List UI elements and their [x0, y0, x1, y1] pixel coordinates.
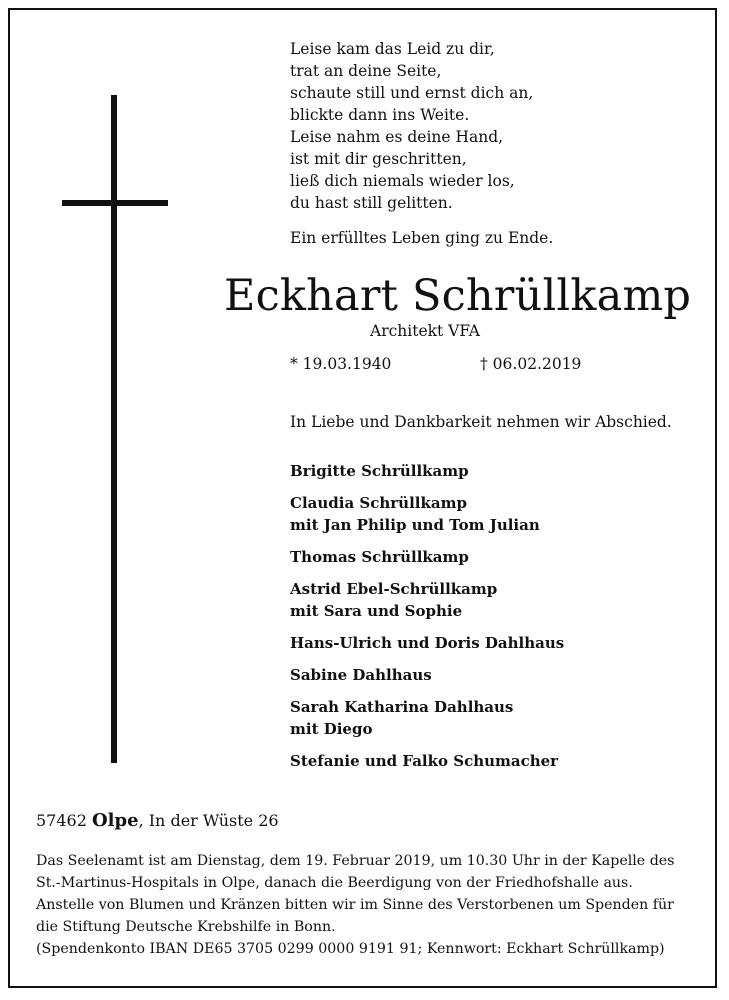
mourner-name: Sarah Katharina Dahlhaus — [290, 698, 514, 716]
poem — [290, 38, 533, 214]
mourner-name: Astrid Ebel-Schrüllkamp — [290, 580, 498, 598]
address — [36, 810, 279, 831]
address-city: Olpe — [92, 810, 139, 831]
mourner-name: Thomas Schrüllkamp — [290, 548, 469, 566]
poem-line: schaute still und ernst dich an, — [290, 84, 534, 102]
subtitle: Ein erfülltes Leben ging zu Ende. — [290, 229, 554, 247]
mourner-name: Sabine Dahlhaus — [290, 666, 432, 684]
notice-line: St.-Martinus-Hospitals in Olpe, danach die Beerdigung von der Friedhofshalle aus. — [36, 875, 633, 891]
mourner-entry — [290, 696, 564, 740]
birth-date: * 19.03.1940 — [290, 355, 392, 373]
cross-horizontal-bar — [62, 200, 168, 206]
profession: Architekt VFA — [370, 322, 480, 340]
mourner-name: Brigitte Schrüllkamp — [290, 462, 469, 480]
poem-line: trat an deine Seite, — [290, 62, 442, 80]
address-zip: 57462 — [36, 811, 87, 830]
mourner-entry — [290, 492, 564, 536]
poem-line: ließ dich niemals wieder los, — [290, 172, 515, 190]
poem-line: Leise kam das Leid zu dir, — [290, 40, 495, 58]
mourner-companions: mit Sara und Sophie — [290, 602, 463, 620]
notice-line: Anstelle von Blumen und Kränzen bitten wir im Sinne des Verstorbenen um Spenden für — [36, 897, 674, 913]
deceased-name: Eckhart Schrüllkamp — [224, 271, 692, 321]
death-date: † 06.02.2019 — [480, 355, 582, 373]
mourner-entry — [290, 750, 564, 772]
mourner-name: Stefanie und Falko Schumacher — [290, 752, 559, 770]
farewell-text: In Liebe und Dankbarkeit nehmen wir Abschied. — [290, 413, 672, 431]
mourner-entry — [290, 546, 564, 568]
mourners-list — [290, 460, 564, 782]
mourner-name: Hans-Ulrich und Doris Dahlhaus — [290, 634, 565, 652]
mourner-entry — [290, 460, 564, 482]
poem-line: blickte dann ins Weite. — [290, 106, 470, 124]
notice-line: die Stiftung Deutsche Krebshilfe in Bonn. — [36, 919, 336, 935]
address-street: , In der Wüste 26 — [138, 811, 279, 830]
poem-line: Leise nahm es deine Hand, — [290, 128, 504, 146]
mourner-entry — [290, 632, 564, 654]
mourner-name: Claudia Schrüllkamp — [290, 494, 467, 512]
mourner-entry — [290, 664, 564, 686]
mourner-entry — [290, 578, 564, 622]
funeral-notice — [36, 850, 676, 960]
notice-line: Das Seelenamt ist am Dienstag, dem 19. Februar 2019, um 10.30 Uhr in der Kapelle des — [36, 853, 675, 869]
poem-line: ist mit dir geschritten, — [290, 150, 467, 168]
mourner-companions: mit Diego — [290, 720, 373, 738]
mourner-companions: mit Jan Philip und Tom Julian — [290, 516, 540, 534]
notice-line: (Spendenkonto IBAN DE65 3705 0299 0000 9191 91; Kennwort: Eckhart Schrüllkamp) — [36, 941, 665, 957]
cross-vertical-bar — [111, 95, 117, 763]
poem-line: du hast still gelitten. — [290, 194, 453, 212]
